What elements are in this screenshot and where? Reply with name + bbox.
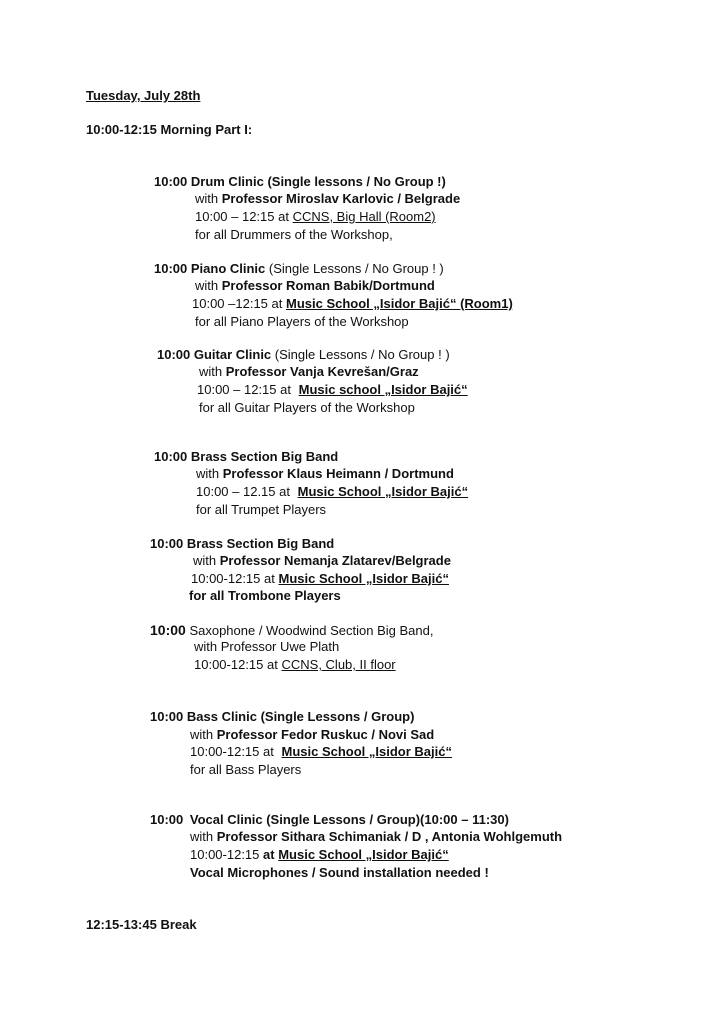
session-slot: 10:00-12:15 at	[194, 657, 278, 672]
professor-name: Professor Sithara Schimaniak / D , Antonia Wohlgemuth	[216, 829, 563, 844]
session-venue: Music school „Isidor Bajić“	[298, 382, 468, 397]
session-professor-line	[195, 191, 460, 207]
session-slot-line	[191, 571, 449, 587]
with-label: with	[193, 553, 217, 568]
session-slot: 10:00 – 12.15 at	[196, 484, 290, 499]
session-venue: Music School „Isidor Bajić“	[281, 744, 452, 759]
with-label: with	[195, 278, 219, 293]
session-slot-at: at	[263, 847, 275, 862]
session-time: 10:00	[150, 622, 186, 638]
session-slot-line	[195, 209, 436, 225]
session-title-detail: (Single Lessons / No Group ! )	[268, 261, 444, 276]
session-venue: Music School „Isidor Bajić“	[278, 847, 449, 862]
with-label: with	[190, 727, 214, 742]
session-venue: CCNS, Big Hall (Room2)	[292, 209, 436, 224]
session-note: for all Drummers of the Workshop,	[195, 227, 393, 242]
session-note: for all Trumpet Players	[196, 502, 327, 517]
with-label: with	[190, 829, 214, 844]
session-slot: 10:00 –12:15 at	[192, 296, 283, 311]
page-date-heading: Tuesday, July 28th	[86, 88, 201, 103]
session-title	[154, 174, 446, 190]
session-slot-line	[197, 382, 468, 398]
session-slot: 10:00-12:15 at	[191, 571, 275, 586]
session-slot-line	[194, 657, 396, 673]
session-time: 10:00	[154, 449, 188, 464]
session-professor-line	[194, 639, 339, 655]
session-title-text: Brass Section Big Band	[186, 536, 335, 551]
session-venue: Music School „Isidor Bajić“	[297, 484, 469, 499]
session-slot: 10:00 – 12:15 at	[197, 382, 291, 397]
session-note: Vocal Microphones / Sound installation needed !	[190, 865, 489, 880]
session-note: for all Trombone Players	[189, 588, 341, 603]
with-label: with	[199, 364, 223, 379]
session-time: 10:00	[150, 709, 184, 724]
professor-name: Professor Roman Babik/Dortmund	[221, 278, 435, 293]
with-label: with	[194, 639, 218, 654]
session-slot-line	[190, 744, 452, 760]
session-title-text: Saxophone / Woodwind Section Big Band,	[189, 623, 434, 638]
session-title-text: Brass Section Big Band	[190, 449, 339, 464]
professor-name: Professor Vanja Kevrešan/Graz	[225, 364, 419, 379]
with-label: with	[196, 466, 220, 481]
session-title-text: Drum Clinic (Single lessons / No Group !)	[190, 174, 446, 189]
session-slot-line	[190, 847, 449, 863]
session-professor-line	[193, 553, 451, 569]
session-slot: 10:00-12:15 at	[190, 744, 274, 759]
session-slot-line	[192, 296, 513, 312]
session-time: 10:00	[150, 536, 184, 551]
break-heading: 12:15-13:45 Break	[86, 917, 197, 932]
session-professor-line	[199, 364, 419, 380]
session-venue: Music School „Isidor Bajić“	[278, 571, 449, 586]
session-title-text: Vocal Clinic (Single Lessons / Group)(10:00 – 11:30)	[189, 812, 509, 827]
session-time: 10:00	[157, 347, 191, 362]
session-time: 10:00	[150, 812, 184, 827]
session-time: 10:00	[154, 261, 188, 276]
morning-part-heading: 10:00-12:15 Morning Part I:	[86, 122, 253, 137]
session-title-text: Piano Clinic	[190, 261, 266, 276]
session-note: for all Piano Players of the Workshop	[195, 314, 409, 329]
session-slot: 10:00 – 12:15 at	[195, 209, 289, 224]
session-title	[154, 261, 444, 277]
session-note: for all Bass Players	[190, 762, 302, 777]
session-time: 10:00	[154, 174, 188, 189]
session-slot-line	[196, 484, 468, 500]
session-slot: 10:00-12:15	[190, 847, 260, 862]
professor-name: Professor Fedor Ruskuc / Novi Sad	[216, 727, 435, 742]
with-label: with	[195, 191, 219, 206]
professor-name: Professor Uwe Plath	[220, 639, 340, 654]
session-professor-line	[196, 466, 454, 482]
session-venue: Music School „Isidor Bajić“ (Room1)	[285, 296, 513, 311]
professor-name: Professor Nemanja Zlatarev/Belgrade	[219, 553, 451, 568]
session-venue: CCNS, Club, II floor	[281, 657, 396, 672]
session-title	[150, 622, 433, 639]
session-title	[154, 449, 338, 465]
session-title-text: Guitar Clinic	[193, 347, 272, 362]
professor-name: Professor Miroslav Karlovic / Belgrade	[221, 191, 461, 206]
session-title-detail: (Single Lessons / No Group ! )	[274, 347, 450, 362]
session-title-text: Bass Clinic (Single Lessons / Group)	[186, 709, 415, 724]
session-title	[157, 347, 450, 363]
session-title	[150, 709, 414, 725]
professor-name: Professor Klaus Heimann / Dortmund	[222, 466, 454, 481]
session-professor-line	[190, 829, 562, 845]
session-title	[150, 812, 509, 828]
session-note: for all Guitar Players of the Workshop	[199, 400, 415, 415]
session-professor-line	[190, 727, 434, 743]
session-professor-line	[195, 278, 435, 294]
session-title	[150, 536, 334, 552]
